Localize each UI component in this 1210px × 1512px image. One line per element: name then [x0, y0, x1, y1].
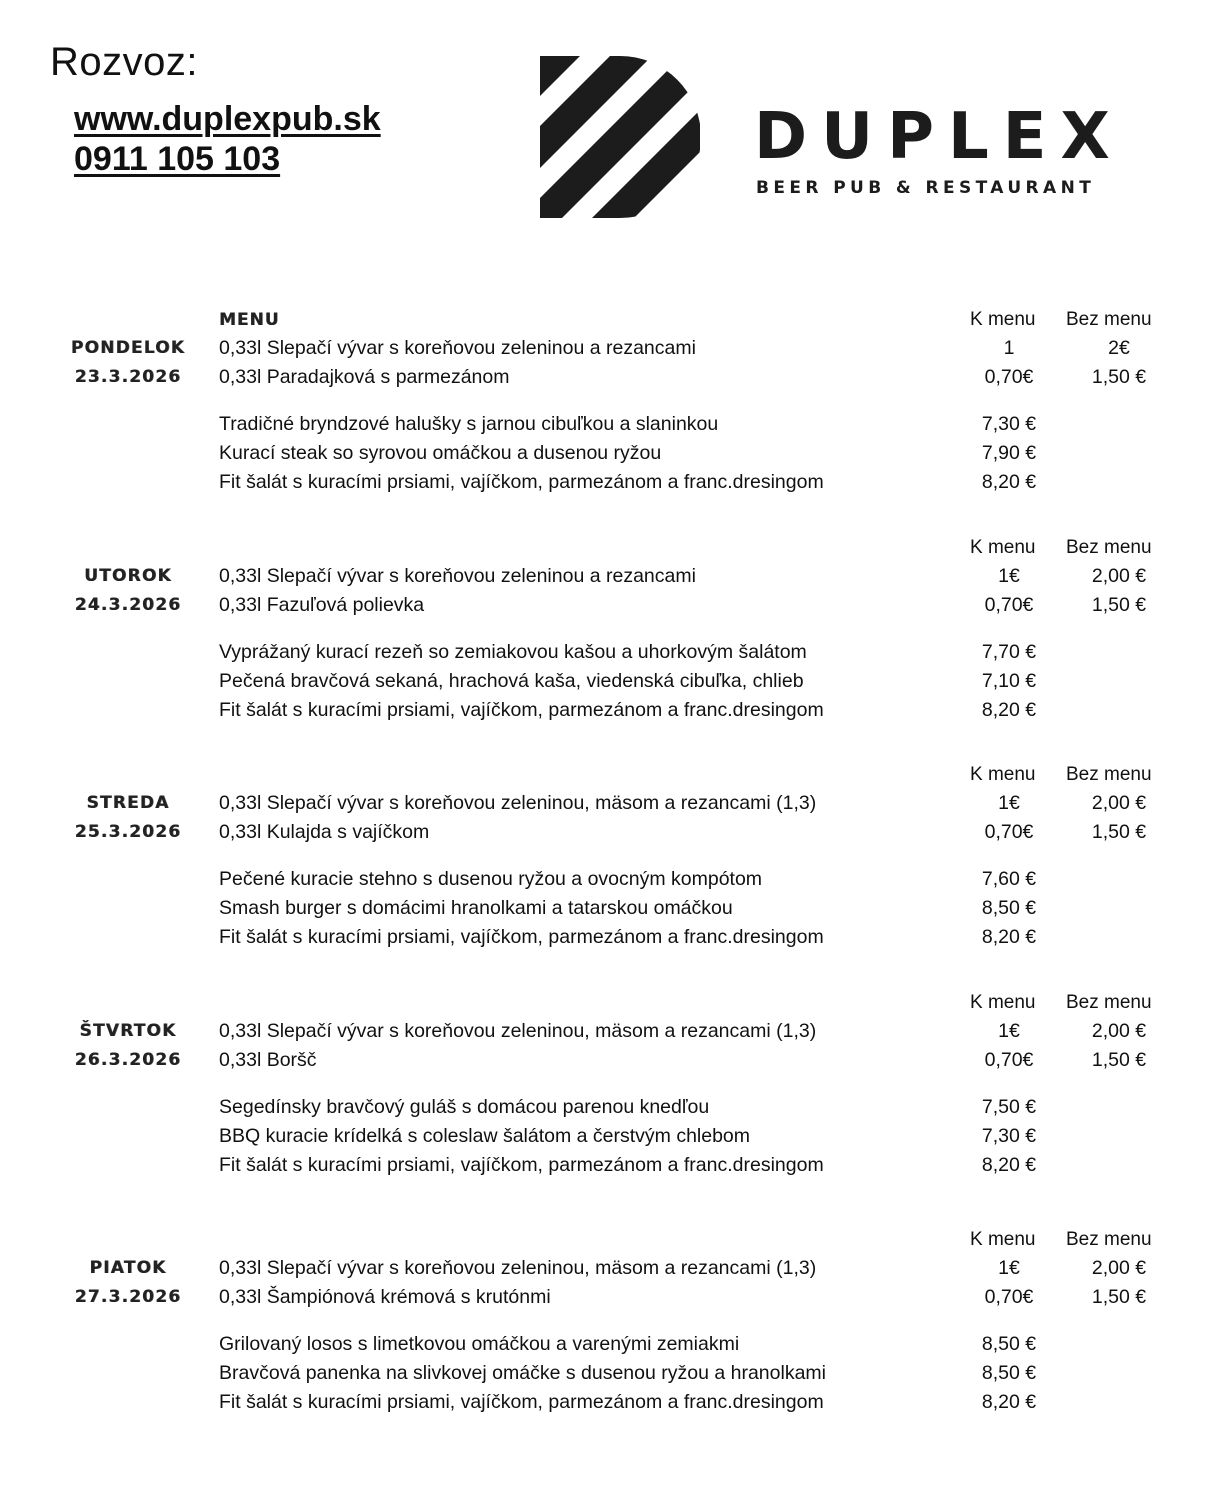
- dish-name: Kurací steak so syrovou omáčkou a dusenou ryžou: [219, 442, 662, 464]
- col-header-bez-menu: Bez menu: [1066, 537, 1152, 558]
- soup-name: 0,33l Kulajda s vajíčkom: [219, 821, 430, 843]
- dish-name: Tradičné bryndzové halušky s jarnou cibuľkou a slaninkou: [219, 413, 719, 435]
- dish-name: Grilovaný losos s limetkovou omáčkou a varenými zemiakmi: [219, 1333, 740, 1355]
- dish-name: Smash burger s domácimi hranolkami a tatarskou omáčkou: [219, 897, 733, 919]
- price-bez-menu: 2,00 €: [1091, 1257, 1147, 1279]
- day-name: STREDA: [86, 793, 170, 813]
- price-k-menu: 1: [1003, 337, 1015, 359]
- day-name: PONDELOK: [70, 338, 186, 358]
- brand-name: DUPLEX: [754, 100, 1124, 174]
- soup-name: 0,33l Slepačí vývar s koreňovou zeleninou, mäsom a rezancami (1,3): [219, 1020, 817, 1042]
- dish-price: 8,20 €: [981, 471, 1037, 493]
- dish-price: 8,20 €: [981, 1154, 1037, 1176]
- day-label: [56, 789, 200, 847]
- day-name: PIATOK: [89, 1258, 167, 1278]
- col-header-k-menu: K menu: [970, 537, 1036, 558]
- col-header-bez-menu: Bez menu: [1066, 992, 1152, 1013]
- soup-name: 0,33l Slepačí vývar s koreňovou zeleninou a rezancami: [219, 337, 696, 359]
- price-bez-menu: 2,00 €: [1091, 565, 1147, 587]
- dish-price: 7,60 €: [981, 868, 1037, 890]
- soup-name: 0,33l Fazuľová polievka: [219, 594, 425, 616]
- dish-price: 7,50 €: [981, 1096, 1037, 1118]
- dish-price: 8,50 €: [981, 1333, 1037, 1355]
- dish-price: 8,20 €: [981, 699, 1037, 721]
- price-k-menu: 0,70€: [984, 1286, 1034, 1308]
- price-k-menu: 1€: [998, 792, 1020, 814]
- dish-name: Vyprážaný kurací rezeň so zemiakovou kašou a uhorkovým šalátom: [219, 641, 807, 663]
- price-bez-menu: 2,00 €: [1091, 1020, 1147, 1042]
- col-header-bez-menu: Bez menu: [1066, 764, 1152, 785]
- soup-name: 0,33l Boršč: [219, 1049, 317, 1071]
- soup-name: 0,33l Šampiónová krémová s krutónmi: [219, 1286, 551, 1308]
- price-k-menu: 1€: [998, 1257, 1020, 1279]
- soup-name: 0,33l Slepačí vývar s koreňovou zeleninou, mäsom a rezancami (1,3): [219, 1257, 817, 1279]
- price-k-menu: 0,70€: [984, 1049, 1034, 1071]
- price-bez-menu: 1,50 €: [1091, 821, 1147, 843]
- soup-name: 0,33l Slepačí vývar s koreňovou zeleninou, mäsom a rezancami (1,3): [219, 792, 817, 814]
- dish-price: 8,50 €: [981, 1362, 1037, 1384]
- col-header-k-menu: K menu: [970, 1229, 1036, 1250]
- col-header-k-menu: K menu: [970, 309, 1036, 330]
- day-name: ŠTVRTOK: [79, 1021, 177, 1041]
- dish-name: Fit šalát s kuracími prsiami, vajíčkom, parmezánom a franc.dresingom: [219, 1391, 824, 1413]
- dish-name: Fit šalát s kuracími prsiami, vajíčkom, parmezánom a franc.dresingom: [219, 926, 824, 948]
- day-date: 26.3.2026: [74, 1050, 182, 1070]
- dish-price: 7,10 €: [981, 670, 1037, 692]
- dish-name: Fit šalát s kuracími prsiami, vajíčkom, parmezánom a franc.dresingom: [219, 699, 824, 721]
- menu-header: MENU: [219, 310, 280, 330]
- dish-name: Pečené kuracie stehno s dusenou ryžou a ovocným kompótom: [219, 868, 763, 890]
- day-date: 25.3.2026: [74, 822, 182, 842]
- phone-number[interactable]: 0911 105 103: [74, 140, 281, 178]
- dish-name: Segedínsky bravčový guláš s domácou parenou knedľou: [219, 1096, 710, 1118]
- dish-price: 7,70 €: [981, 641, 1037, 663]
- col-header-k-menu: K menu: [970, 992, 1036, 1013]
- col-header-bez-menu: Bez menu: [1066, 309, 1152, 330]
- website-link[interactable]: www.duplexpub.sk: [74, 100, 381, 138]
- dish-name: Fit šalát s kuracími prsiami, vajíčkom, parmezánom a franc.dresingom: [219, 1154, 824, 1176]
- price-k-menu: 0,70€: [984, 366, 1034, 388]
- price-bez-menu: 1,50 €: [1091, 594, 1147, 616]
- col-header-k-menu: K menu: [970, 764, 1036, 785]
- brand-subtitle: BEER PUB & RESTAURANT: [756, 178, 1096, 198]
- price-k-menu: 1€: [998, 1020, 1020, 1042]
- dish-price: 8,50 €: [981, 897, 1037, 919]
- day-label: [56, 334, 200, 392]
- price-k-menu: 0,70€: [984, 821, 1034, 843]
- dish-price: 8,20 €: [981, 1391, 1037, 1413]
- dish-price: 7,30 €: [981, 1125, 1037, 1147]
- price-bez-menu: 2,00 €: [1091, 792, 1147, 814]
- price-bez-menu: 1,50 €: [1091, 366, 1147, 388]
- dish-name: BBQ kuracie krídelká s coleslaw šalátom a čerstvým chlebom: [219, 1125, 751, 1147]
- day-label: [56, 1017, 200, 1075]
- dish-name: Pečená bravčová sekaná, hrachová kaša, viedenská cibuľka, chlieb: [219, 670, 804, 692]
- price-bez-menu: 1,50 €: [1091, 1286, 1147, 1308]
- day-label: [56, 562, 200, 620]
- price-k-menu: 1€: [998, 565, 1020, 587]
- price-bez-menu: 1,50 €: [1091, 1049, 1147, 1071]
- dish-price: 8,20 €: [981, 926, 1037, 948]
- day-date: 27.3.2026: [74, 1287, 182, 1307]
- day-name: UTOROK: [84, 566, 172, 586]
- duplex-logo-icon: [540, 56, 700, 218]
- day-date: 24.3.2026: [74, 595, 182, 615]
- price-k-menu: 0,70€: [984, 594, 1034, 616]
- dish-name: Bravčová panenka na slivkovej omáčke s dusenou ryžou a hranolkami: [219, 1362, 826, 1384]
- dish-name: Fit šalát s kuracími prsiami, vajíčkom, parmezánom a franc.dresingom: [219, 471, 824, 493]
- soup-name: 0,33l Paradajková s parmezánom: [219, 366, 510, 388]
- day-date: 23.3.2026: [74, 367, 182, 387]
- price-bez-menu: 2€: [1108, 337, 1130, 359]
- delivery-title: Rozvoz:: [50, 40, 198, 84]
- col-header-bez-menu: Bez menu: [1066, 1229, 1152, 1250]
- dish-price: 7,30 €: [981, 413, 1037, 435]
- dish-price: 7,90 €: [981, 442, 1037, 464]
- delivery-info: [50, 40, 381, 179]
- day-label: [56, 1254, 200, 1312]
- soup-name: 0,33l Slepačí vývar s koreňovou zeleninou a rezancami: [219, 565, 696, 587]
